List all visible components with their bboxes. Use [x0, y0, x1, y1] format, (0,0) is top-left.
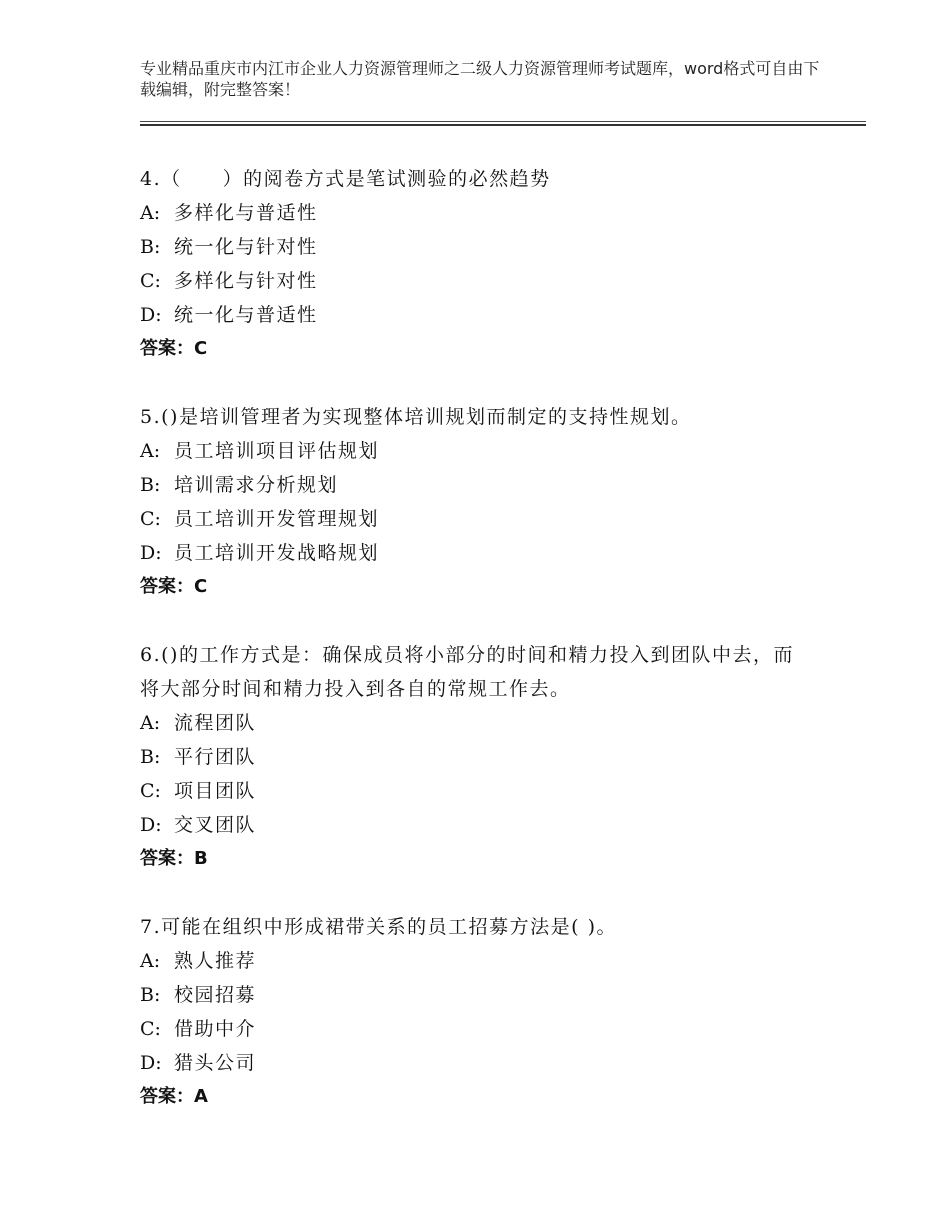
option-c — [140, 264, 800, 298]
option-text: 平行团队 — [174, 746, 257, 768]
option-text: 员工培训开发管理规划 — [174, 508, 380, 530]
option-letter: D: — [140, 304, 162, 326]
option-letter: B: — [140, 984, 161, 1006]
option-a — [140, 434, 800, 468]
option-letter: D: — [140, 814, 162, 836]
question-4 — [140, 162, 800, 366]
option-text: 统一化与针对性 — [174, 236, 318, 258]
option-text: 猎头公司 — [174, 1052, 257, 1074]
option-letter: C: — [140, 1018, 161, 1040]
document-header: 专业精品重庆市内江市企业人力资源管理师之二级人力资源管理师考试题库，word格式可自由下载编辑，附完整答案！ — [140, 59, 820, 99]
option-c — [140, 1012, 800, 1046]
option-letter: A: — [140, 950, 161, 972]
header-divider-thick — [140, 124, 866, 126]
answer-label: 答案：B — [140, 848, 208, 869]
option-d — [140, 1046, 800, 1080]
option-letter: D: — [140, 1052, 162, 1074]
option-text: 交叉团队 — [174, 814, 257, 836]
header-divider-thin — [140, 121, 866, 122]
option-text: 熟人推荐 — [174, 950, 257, 972]
question-7 — [140, 910, 800, 1114]
option-letter: A: — [140, 712, 161, 734]
option-c — [140, 774, 800, 808]
option-letter: A: — [140, 202, 161, 224]
question-stem: 6.()的工作方式是：确保成员将小部分的时间和精力投入到团队中去，而将大部分时间和精力投入到各自的常规工作去。 — [140, 644, 794, 700]
question-stem: 5.()是培训管理者为实现整体培训规划而制定的支持性规划。 — [140, 406, 692, 428]
option-letter: B: — [140, 474, 161, 496]
option-text: 项目团队 — [174, 780, 257, 802]
option-text: 员工培训项目评估规划 — [174, 440, 380, 462]
option-letter: C: — [140, 780, 161, 802]
option-text: 统一化与普适性 — [174, 304, 318, 326]
question-5 — [140, 400, 800, 604]
option-text: 校园招募 — [174, 984, 257, 1006]
option-letter: C: — [140, 508, 161, 530]
option-a — [140, 944, 800, 978]
option-text: 流程团队 — [174, 712, 257, 734]
option-c — [140, 502, 800, 536]
question-stem: 4.（ ）的阅卷方式是笔试测验的必然趋势 — [140, 168, 551, 190]
question-stem: 7.可能在组织中形成裙带关系的员工招募方法是( )。 — [140, 916, 617, 938]
answer-label: 答案：C — [140, 576, 208, 597]
option-letter: C: — [140, 270, 161, 292]
option-text: 培训需求分析规划 — [174, 474, 339, 496]
option-letter: B: — [140, 236, 161, 258]
option-d — [140, 298, 800, 332]
option-a — [140, 706, 800, 740]
option-letter: B: — [140, 746, 161, 768]
answer-label: 答案：A — [140, 1086, 208, 1107]
option-b — [140, 468, 800, 502]
question-6 — [140, 638, 800, 876]
option-letter: D: — [140, 542, 162, 564]
option-d — [140, 808, 800, 842]
option-letter: A: — [140, 440, 161, 462]
option-text: 借助中介 — [174, 1018, 257, 1040]
option-a — [140, 196, 800, 230]
option-d — [140, 536, 800, 570]
answer-label: 答案：C — [140, 338, 208, 359]
option-text: 多样化与针对性 — [174, 270, 318, 292]
option-b — [140, 740, 800, 774]
option-text: 员工培训开发战略规划 — [174, 542, 380, 564]
question-list — [140, 162, 800, 1148]
option-b — [140, 978, 800, 1012]
option-text: 多样化与普适性 — [174, 202, 318, 224]
option-b — [140, 230, 800, 264]
